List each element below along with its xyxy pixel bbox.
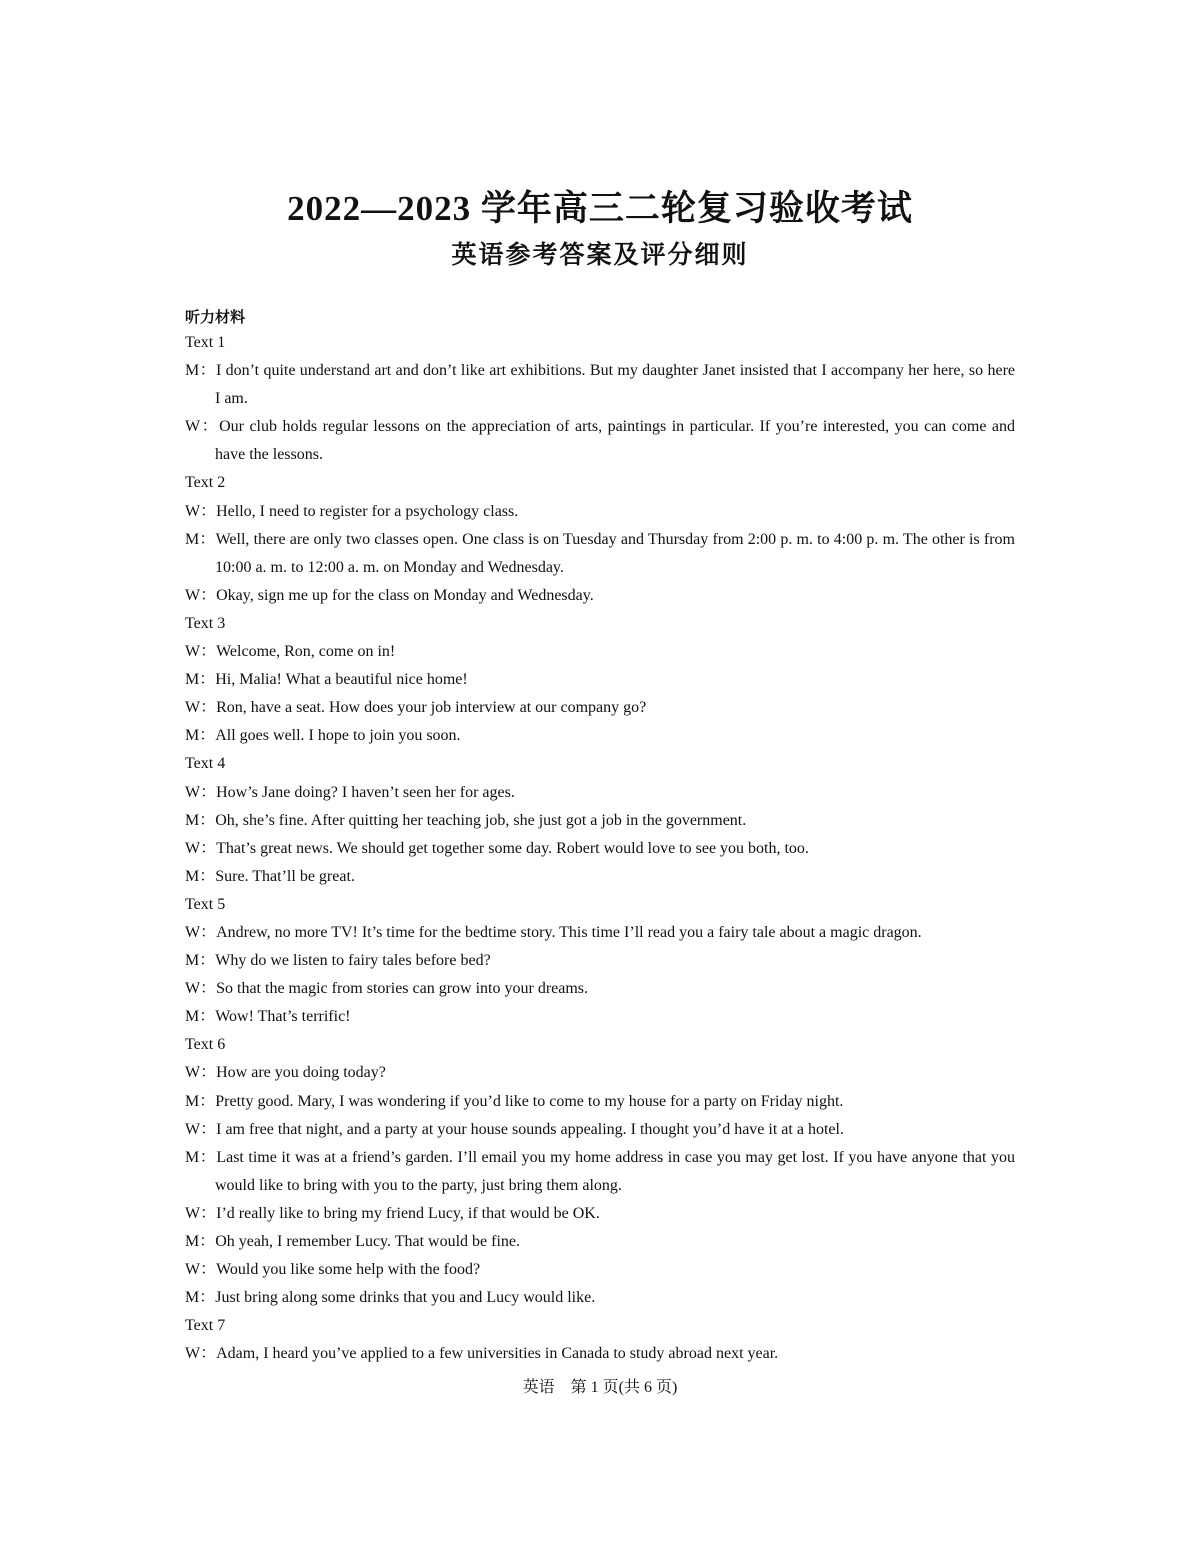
dialogue-text: Well, there are only two classes open. One class is on Tuesday and Thursday from 2:00 p. m. to 4:00 p. m. The other is from 10:00 a. m. to 12:00 a. m. on Monday and Wednesday. [215,530,1015,576]
dialogue-text: All goes well. I hope to join you soon. [215,727,461,745]
speaker-label: W： [185,1261,217,1279]
dialogue-line [185,1340,1015,1368]
page-subtitle: 英语参考答案及评分细则 [451,240,749,269]
dialogue-text: Sure. That’ll be great. [215,867,355,885]
page-title: 2022—2023 学年高三二轮复习验收考试 [287,189,913,228]
text-label: Text 3 [185,614,226,632]
dialogue-text: Andrew, no more TV! It’s time for the bedtime story. This time I’ll read you a fairy tale about a magic dragon. [216,923,922,941]
dialogue-text: Oh, she’s fine. After quitting her teaching job, she just got a job in the government. [215,811,747,829]
dialogue-line [185,947,1015,975]
dialogue-text: Oh yeah, I remember Lucy. That would be fine. [215,1233,521,1250]
dialogue-text: Hi, Malia! What a beautiful nice home! [215,671,468,689]
dialogue-line [185,526,1015,582]
text-label: Text 1 [185,334,226,351]
speaker-label: M： [185,1233,216,1250]
speaker-label: W： [185,418,220,436]
text-label: Text 7 [185,1317,226,1335]
speaker-label: M： [185,811,216,829]
speaker-label: M： [185,867,216,885]
dialogue-text: Why do we listen to fairy tales before bed? [215,952,491,970]
dialogue-line [185,1144,1015,1200]
dialogue-line [185,722,1015,750]
dialogue-line [185,1116,1015,1144]
speaker-label: W： [185,1204,217,1222]
dialogue-line [185,807,1015,835]
dialogue-text: So that the magic from stories can grow into your dreams. [216,980,589,998]
dialogue-line [185,498,1015,526]
dialogue-line [185,975,1015,1003]
dialogue-text: How are you doing today? [216,1064,386,1082]
dialogue-line [185,1284,1015,1312]
dialogue-text: Would you like some help with the food? [216,1261,481,1279]
speaker-label: W： [185,839,217,857]
dialogue-line [185,1200,1015,1228]
dialogue-text: Just bring along some drinks that you and Lucy would like. [215,1289,596,1307]
text-label: Text 4 [185,755,226,773]
speaker-label: W： [185,586,217,604]
dialogue-text: I don’t quite understand art and don’t like art exhibitions. But my daughter Janet insisted that I accompany her here, so here I am. [215,362,1015,408]
speaker-label: M： [185,671,216,689]
speaker-label: W： [185,699,217,717]
dialogue-text: Okay, sign me up for the class on Monday and Wednesday. [216,586,594,604]
dialogue-line [185,413,1015,469]
speaker-label: W： [185,923,217,941]
dialogue-line [185,1228,1015,1256]
dialogue-text: Wow! That’s terrific! [215,1008,351,1026]
dialogue-line [185,1003,1015,1031]
text-label: Text 5 [185,895,226,913]
speaker-label: M： [185,727,216,745]
dialogue-line [185,666,1015,694]
text-label: Text 2 [185,474,226,492]
dialogue-text: Hello, I need to register for a psychology class. [216,502,519,520]
dialogue-text: Pretty good. Mary, I was wondering if you’d like to come to my house for a party on Friday night. [215,1092,844,1110]
dialogue-line [185,863,1015,891]
dialogue-text: Adam, I heard you’ve applied to a few universities in Canada to study abroad next year. [216,1345,779,1363]
speaker-label: W： [185,502,217,520]
dialogue-text: That’s great news. We should get together some day. Robert would love to see you both, too. [216,839,809,857]
speaker-label: M： [185,1148,217,1166]
dialogue-line [185,1256,1015,1284]
speaker-label: W： [185,1064,217,1082]
speaker-label: W： [185,980,217,998]
dialogue-text: Last time it was at a friend’s garden. I’ll email you my home address in case you may get lost. If you have anyone that you would like to bring with you to the party, just bring them along. [215,1148,1015,1194]
dialogue-text: Ron, have a seat. How does your job interview at our company go? [216,699,647,717]
section-heading: 听力材料 [185,308,246,326]
dialogue-line [185,1088,1015,1116]
speaker-label: M： [185,1008,216,1026]
dialogue-line [185,779,1015,807]
dialogue-line [185,694,1015,722]
speaker-label: M： [185,362,216,380]
transcript-body [185,329,1015,1368]
text-label: Text 6 [185,1036,226,1054]
dialogue-line [185,638,1015,666]
dialogue-text: How’s Jane doing? I haven’t seen her for ages. [216,783,515,801]
speaker-label: M： [185,530,216,548]
speaker-label: W： [185,1120,217,1138]
speaker-label: M： [185,952,216,970]
page-footer: 英语 第 1 页(共 6 页) [522,1379,678,1396]
dialogue-line [185,582,1015,610]
dialogue-line [185,835,1015,863]
speaker-label: W： [185,1345,217,1363]
speaker-label: M： [185,1289,216,1307]
speaker-label: W： [185,643,217,661]
speaker-label: M： [185,1092,216,1110]
speaker-label: W： [185,783,217,801]
dialogue-line [185,357,1015,413]
dialogue-text: I am free that night, and a party at your house sounds appealing. I thought you’d have it at a hotel. [216,1120,844,1138]
dialogue-text: Welcome, Ron, come on in! [216,643,396,661]
dialogue-line [185,1059,1015,1087]
dialogue-text: Our club holds regular lessons on the appreciation of arts, paintings in particular. If you’re interested, you can come and have the lessons. [215,418,1016,464]
dialogue-text: I’d really like to bring my friend Lucy, if that would be OK. [216,1204,600,1222]
dialogue-line [185,919,1015,947]
